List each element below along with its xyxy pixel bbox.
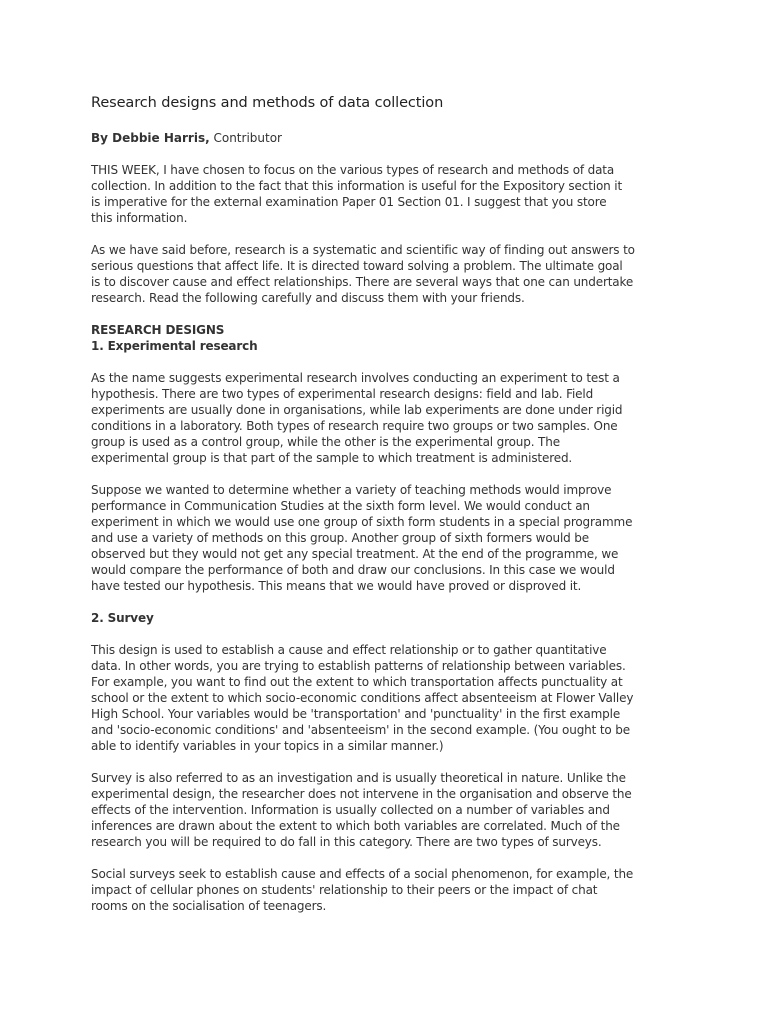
spacer [91, 354, 691, 370]
text-line: experiments are usually done in organisations, while lab experiments are done under rigid [91, 403, 623, 417]
article-body [91, 92, 691, 914]
text-line: As we have said before, research is a systematic and scientific way of finding out answers to [91, 243, 635, 257]
spacer [91, 626, 691, 642]
text-line: collection. In addition to the fact that this information is useful for the Expository section it [91, 179, 623, 193]
spacer [91, 466, 691, 482]
text-line: experiment in which we would use one group of sixth form students in a special programme [91, 515, 633, 529]
text-line: and 'socio-economic conditions' and 'absenteeism' in the second example. (You ought to be [91, 723, 630, 737]
text-line: experimental design, the researcher does not intervene in the organisation and observe the [91, 787, 632, 801]
text-line: rooms on the socialisation of teenagers. [91, 899, 327, 913]
survey-paragraph-2 [91, 770, 691, 850]
text-line: research. Read the following carefully and discuss them with your friends. [91, 291, 525, 305]
byline [91, 130, 691, 146]
section-heading-block [91, 322, 691, 354]
text-line: group is used as a control group, while the other is the experimental group. The [91, 435, 560, 449]
text-line: High School. Your variables would be 'transportation' and 'punctuality' in the first example [91, 707, 621, 721]
spacer [91, 594, 691, 610]
section-heading: RESEARCH DESIGNS [91, 323, 225, 337]
author-role: Contributor [213, 131, 282, 145]
text-line: As the name suggests experimental research involves conducting an experiment to test a [91, 371, 620, 385]
text-line: hypothesis. There are two types of experimental research designs: field and lab. Field [91, 387, 594, 401]
text-line: performance in Communication Studies at the sixth form level. We would conduct an [91, 499, 590, 513]
spacer [91, 850, 691, 866]
subheading-experimental: 1. Experimental research [91, 339, 258, 353]
text-line: and use a variety of methods on this group. Another group of sixth formers would be [91, 531, 589, 545]
text-line: For example, you want to find out the extent to which transportation affects punctuality at [91, 675, 623, 689]
survey-paragraph-1 [91, 642, 691, 754]
text-line: this information. [91, 211, 188, 225]
experimental-paragraph-2 [91, 482, 691, 594]
text-line: THIS WEEK, I have chosen to focus on the various types of research and methods of data [91, 163, 615, 177]
subheading-block [91, 610, 691, 626]
spacer [91, 754, 691, 770]
experimental-paragraph-1 [91, 370, 691, 466]
spacer [91, 226, 691, 242]
text-line: is imperative for the external examination Paper 01 Section 01. I suggest that you store [91, 195, 607, 209]
text-line: effects of the intervention. Information is usually collected on a number of variables and [91, 803, 610, 817]
text-line: research you will be required to do fall in this category. There are two types of surveys. [91, 835, 602, 849]
text-line: would compare the performance of both and draw our conclusions. In this case we would [91, 563, 615, 577]
text-line: conditions in a laboratory. Both types of research require two groups or two samples. One [91, 419, 618, 433]
subheading-survey: 2. Survey [91, 611, 154, 625]
survey-paragraph-3 [91, 866, 691, 914]
text-line: observed but they would not get any special treatment. At the end of the programme, we [91, 547, 619, 561]
text-line: able to identify variables in your topics in a similar manner.) [91, 739, 444, 753]
text-line: Survey is also referred to as an investigation and is usually theoretical in nature. Unlike the [91, 771, 626, 785]
text-line: inferences are drawn about the extent to which both variables are correlated. Much of the [91, 819, 620, 833]
text-line: This design is used to establish a cause and effect relationship or to gather quantitative [91, 643, 607, 657]
research-definition-paragraph [91, 242, 691, 306]
spacer [91, 146, 691, 162]
article-title: Research designs and methods of data collection [91, 95, 444, 111]
text-line: experimental group is that part of the sample to which treatment is administered. [91, 451, 573, 465]
author-name: By Debbie Harris, [91, 131, 210, 145]
text-line: serious questions that affect life. It is directed toward solving a problem. The ultimate goal [91, 259, 623, 273]
spacer [91, 306, 691, 322]
text-line: Social surveys seek to establish cause and effects of a social phenomenon, for example, the [91, 867, 634, 881]
text-line: school or the extent to which socio-economic conditions affect absenteeism at Flower Valley [91, 691, 634, 705]
text-line: is to discover cause and effect relationships. There are several ways that one can undertake [91, 275, 634, 289]
text-line: Suppose we wanted to determine whether a variety of teaching methods would improve [91, 483, 612, 497]
text-line: data. In other words, you are trying to establish patterns of relationship between variables. [91, 659, 626, 673]
text-line: impact of cellular phones on students' relationship to their peers or the impact of chat [91, 883, 598, 897]
intro-paragraph [91, 162, 691, 226]
text-line: have tested our hypothesis. This means that we would have proved or disproved it. [91, 579, 582, 593]
